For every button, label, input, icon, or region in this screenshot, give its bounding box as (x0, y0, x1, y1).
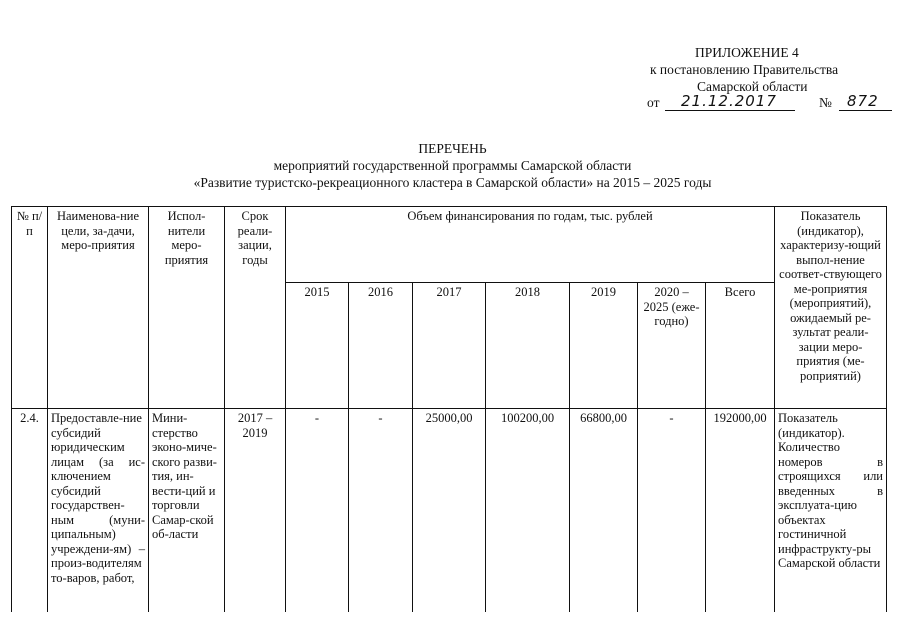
year-2019: 2019 (570, 283, 638, 409)
header-executor: Испол-нители меро-приятия (149, 207, 225, 409)
year-2020-2025: 2020 – 2025 (еже-годно) (638, 283, 706, 409)
page-bottom-margin (0, 612, 905, 640)
resolution-date-line (647, 92, 892, 115)
document-subtitle-2: «Развитие туристско-рекреационного кластера в Самарской области» на 2015 – 2025 годы (193, 175, 712, 190)
row-value-2018: 100200,00 (486, 409, 570, 619)
header-num: № п/п (12, 207, 48, 409)
document-title: ПЕРЕЧЕНЬ (418, 141, 487, 156)
row-term: 2017 – 2019 (225, 409, 286, 619)
year-2017: 2017 (413, 283, 486, 409)
year-2018: 2018 (486, 283, 570, 409)
number-underline (839, 110, 892, 111)
row-num: 2.4. (12, 409, 48, 619)
row-value-total: 192000,00 (706, 409, 775, 619)
measures-table (11, 206, 887, 619)
table-row (12, 409, 887, 619)
row-executor: Мини-стерство эконо-миче-ского разви-тия, ин-вести-ций и торговли Самар-ской об-ласти (149, 409, 225, 619)
resolution-number: 872 (847, 92, 879, 110)
row-value-2015: - (286, 409, 349, 619)
row-value-2019: 66800,00 (570, 409, 638, 619)
row-value-2017: 25000,00 (413, 409, 486, 619)
row-name: Предоставле-ние субсидий юридическим лицам (за ис-ключением субсидий государствен-ным (муни-ципальным) учреждени-ям) – произ-водителям то-варов, работ, (48, 409, 149, 619)
from-label: от (647, 95, 660, 110)
year-total: Всего (706, 283, 775, 409)
header-funding: Объем финансирования по годам, тыс. рублей (286, 207, 775, 283)
header-indicator: Показатель (индикатор), характеризу-ющий выпол-нение соответ-ствующего ме-роприятия (мероприятий), ожидаемый ре-зультат реали-зации меро-приятия (ме-роприятий) (775, 207, 887, 409)
header-term: Срок реали-зации, годы (225, 207, 286, 409)
row-indicator: Показатель (индикатор). Количество номеров в строящихся или введенных в эксплуата-цию объектах гостиничной инфраструкту-ры Самарской области (775, 409, 887, 619)
year-2016: 2016 (349, 283, 413, 409)
row-value-2020-2025: - (638, 409, 706, 619)
appendix-region-line: Самарской области (697, 79, 808, 94)
appendix-resolution-line: к постановлению Правительства (650, 62, 839, 77)
number-label: № (819, 95, 832, 110)
date-underline (665, 110, 795, 111)
row-value-2016: - (349, 409, 413, 619)
year-2015: 2015 (286, 283, 349, 409)
resolution-date: 21.12.2017 (681, 92, 777, 110)
document-subtitle-1: мероприятий государственной программы Самарской области (273, 158, 632, 173)
header-row-1 (12, 207, 887, 283)
header-name: Наименова-ние цели, за-дачи, меро-приятия (48, 207, 149, 409)
appendix-title: ПРИЛОЖЕНИЕ 4 (695, 45, 799, 60)
